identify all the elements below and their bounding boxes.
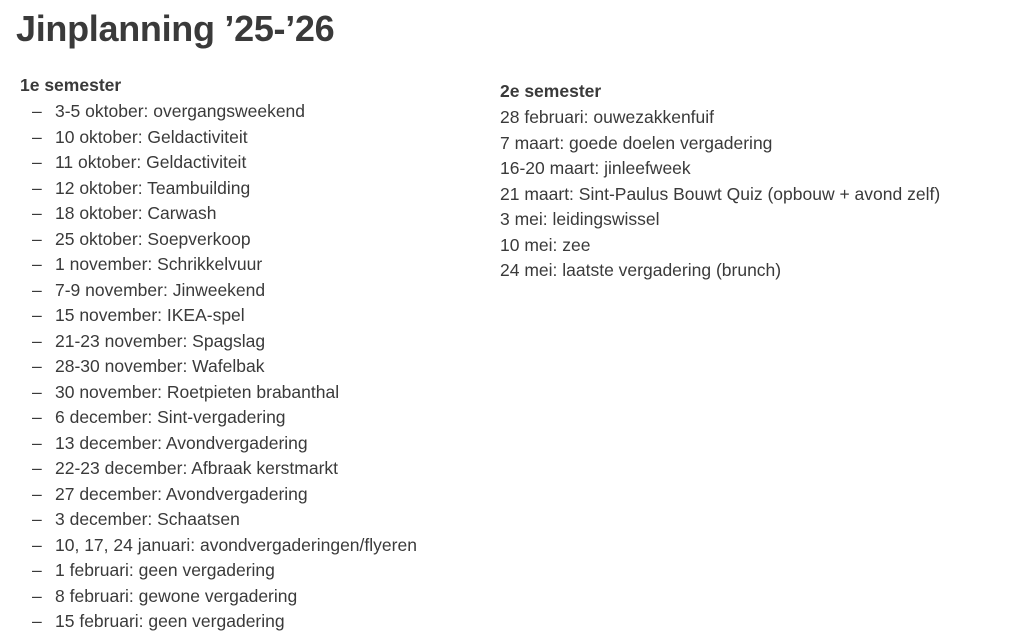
list-item <box>20 533 417 559</box>
dash-bullet: – <box>32 611 42 631</box>
list-item-text: 3-5 oktober: overgangsweekend <box>55 101 306 121</box>
dash-bullet: – <box>32 330 42 351</box>
list-item <box>20 150 417 176</box>
dash-bullet: – <box>32 126 42 147</box>
dash-bullet: – <box>32 228 42 249</box>
list-item-text: 1 februari: geen vergadering <box>55 560 275 580</box>
list-item-text: 13 december: Avondvergadering <box>55 432 308 453</box>
list-item <box>20 201 417 227</box>
list-item-text: 1 november: Schrikkelvuur <box>55 254 263 274</box>
dash-bullet: – <box>32 254 42 274</box>
list-item-text: 25 oktober: Soepverkoop <box>55 228 251 249</box>
list-item <box>20 558 417 584</box>
list-item-text: 30 november: Roetpieten brabanthal <box>55 381 340 402</box>
semester-1-heading: 1e semester <box>20 75 122 95</box>
list-item-text: 18 oktober: Carwash <box>55 203 217 223</box>
list-item: 16-20 maart: jinleefweek <box>500 158 691 178</box>
list-item <box>20 456 417 482</box>
list-item <box>20 507 417 533</box>
list-item <box>20 227 417 253</box>
dash-bullet: – <box>32 177 42 198</box>
list-item-text: 21-23 november: Spagslag <box>55 330 266 351</box>
list-item: 21 maart: Sint-Paulus Bouwt Quiz (opbouw + avond zelf) <box>500 183 941 204</box>
list-item-text: 15 november: IKEA-spel <box>55 305 245 325</box>
list-item-text: 22-23 december: Afbraak kerstmarkt <box>55 458 339 478</box>
list-item <box>20 609 417 635</box>
dash-bullet: – <box>32 356 42 376</box>
list-item-text: 12 oktober: Teambuilding <box>55 177 251 198</box>
dash-bullet: – <box>32 279 42 300</box>
list-item-text: 15 februari: geen vergadering <box>55 611 285 631</box>
list-item-text: 10, 17, 24 januari: avondvergaderingen/flyeren <box>55 534 417 555</box>
list-item-text: 11 oktober: Geldactiviteit <box>55 152 247 172</box>
list-item-text: 6 december: Sint-vergadering <box>55 407 286 427</box>
list-item <box>20 380 417 406</box>
dash-bullet: – <box>32 534 42 555</box>
semester-1-section <box>20 75 417 635</box>
list-item-text: 10 oktober: Geldactiviteit <box>55 126 248 147</box>
list-item <box>20 354 417 380</box>
list-item-text: 28-30 november: Wafelbak <box>55 356 265 376</box>
list-item-text: 27 december: Avondvergadering <box>55 483 308 504</box>
semester-2-heading: 2e semester <box>500 81 602 101</box>
dash-bullet: – <box>32 203 42 223</box>
list-item: 3 mei: leidingswissel <box>500 209 660 229</box>
list-item: 7 maart: goede doelen vergadering <box>500 132 773 153</box>
list-item-text: 8 februari: gewone vergadering <box>55 585 298 606</box>
dash-bullet: – <box>32 458 42 478</box>
dash-bullet: – <box>32 432 42 453</box>
dash-bullet: – <box>32 509 42 529</box>
list-item <box>20 252 417 278</box>
list-item <box>20 303 417 329</box>
list-item: 24 mei: laatste vergadering (brunch) <box>500 260 782 280</box>
list-item <box>20 125 417 151</box>
list-item <box>20 329 417 355</box>
list-item: 10 mei: zee <box>500 234 591 255</box>
dash-bullet: – <box>32 483 42 504</box>
list-item: 28 februari: ouwezakkenfuif <box>500 107 715 127</box>
dash-bullet: – <box>32 560 42 580</box>
list-item <box>20 176 417 202</box>
list-item <box>20 584 417 610</box>
list-item <box>20 278 417 304</box>
list-item-text: 3 december: Schaatsen <box>55 509 240 529</box>
dash-bullet: – <box>32 407 42 427</box>
list-item <box>20 405 417 431</box>
semester-2-section <box>500 81 940 284</box>
page-title: Jinplanning ’25-’26 <box>16 8 335 49</box>
dash-bullet: – <box>32 101 42 121</box>
dash-bullet: – <box>32 305 42 325</box>
dash-bullet: – <box>32 381 42 402</box>
list-item-text: 7-9 november: Jinweekend <box>55 279 266 300</box>
list-item <box>20 99 417 125</box>
semester-2-list <box>500 105 940 284</box>
list-item <box>20 431 417 457</box>
dash-bullet: – <box>32 152 42 172</box>
dash-bullet: – <box>32 585 42 606</box>
semester-1-list <box>20 99 417 635</box>
list-item <box>20 482 417 508</box>
